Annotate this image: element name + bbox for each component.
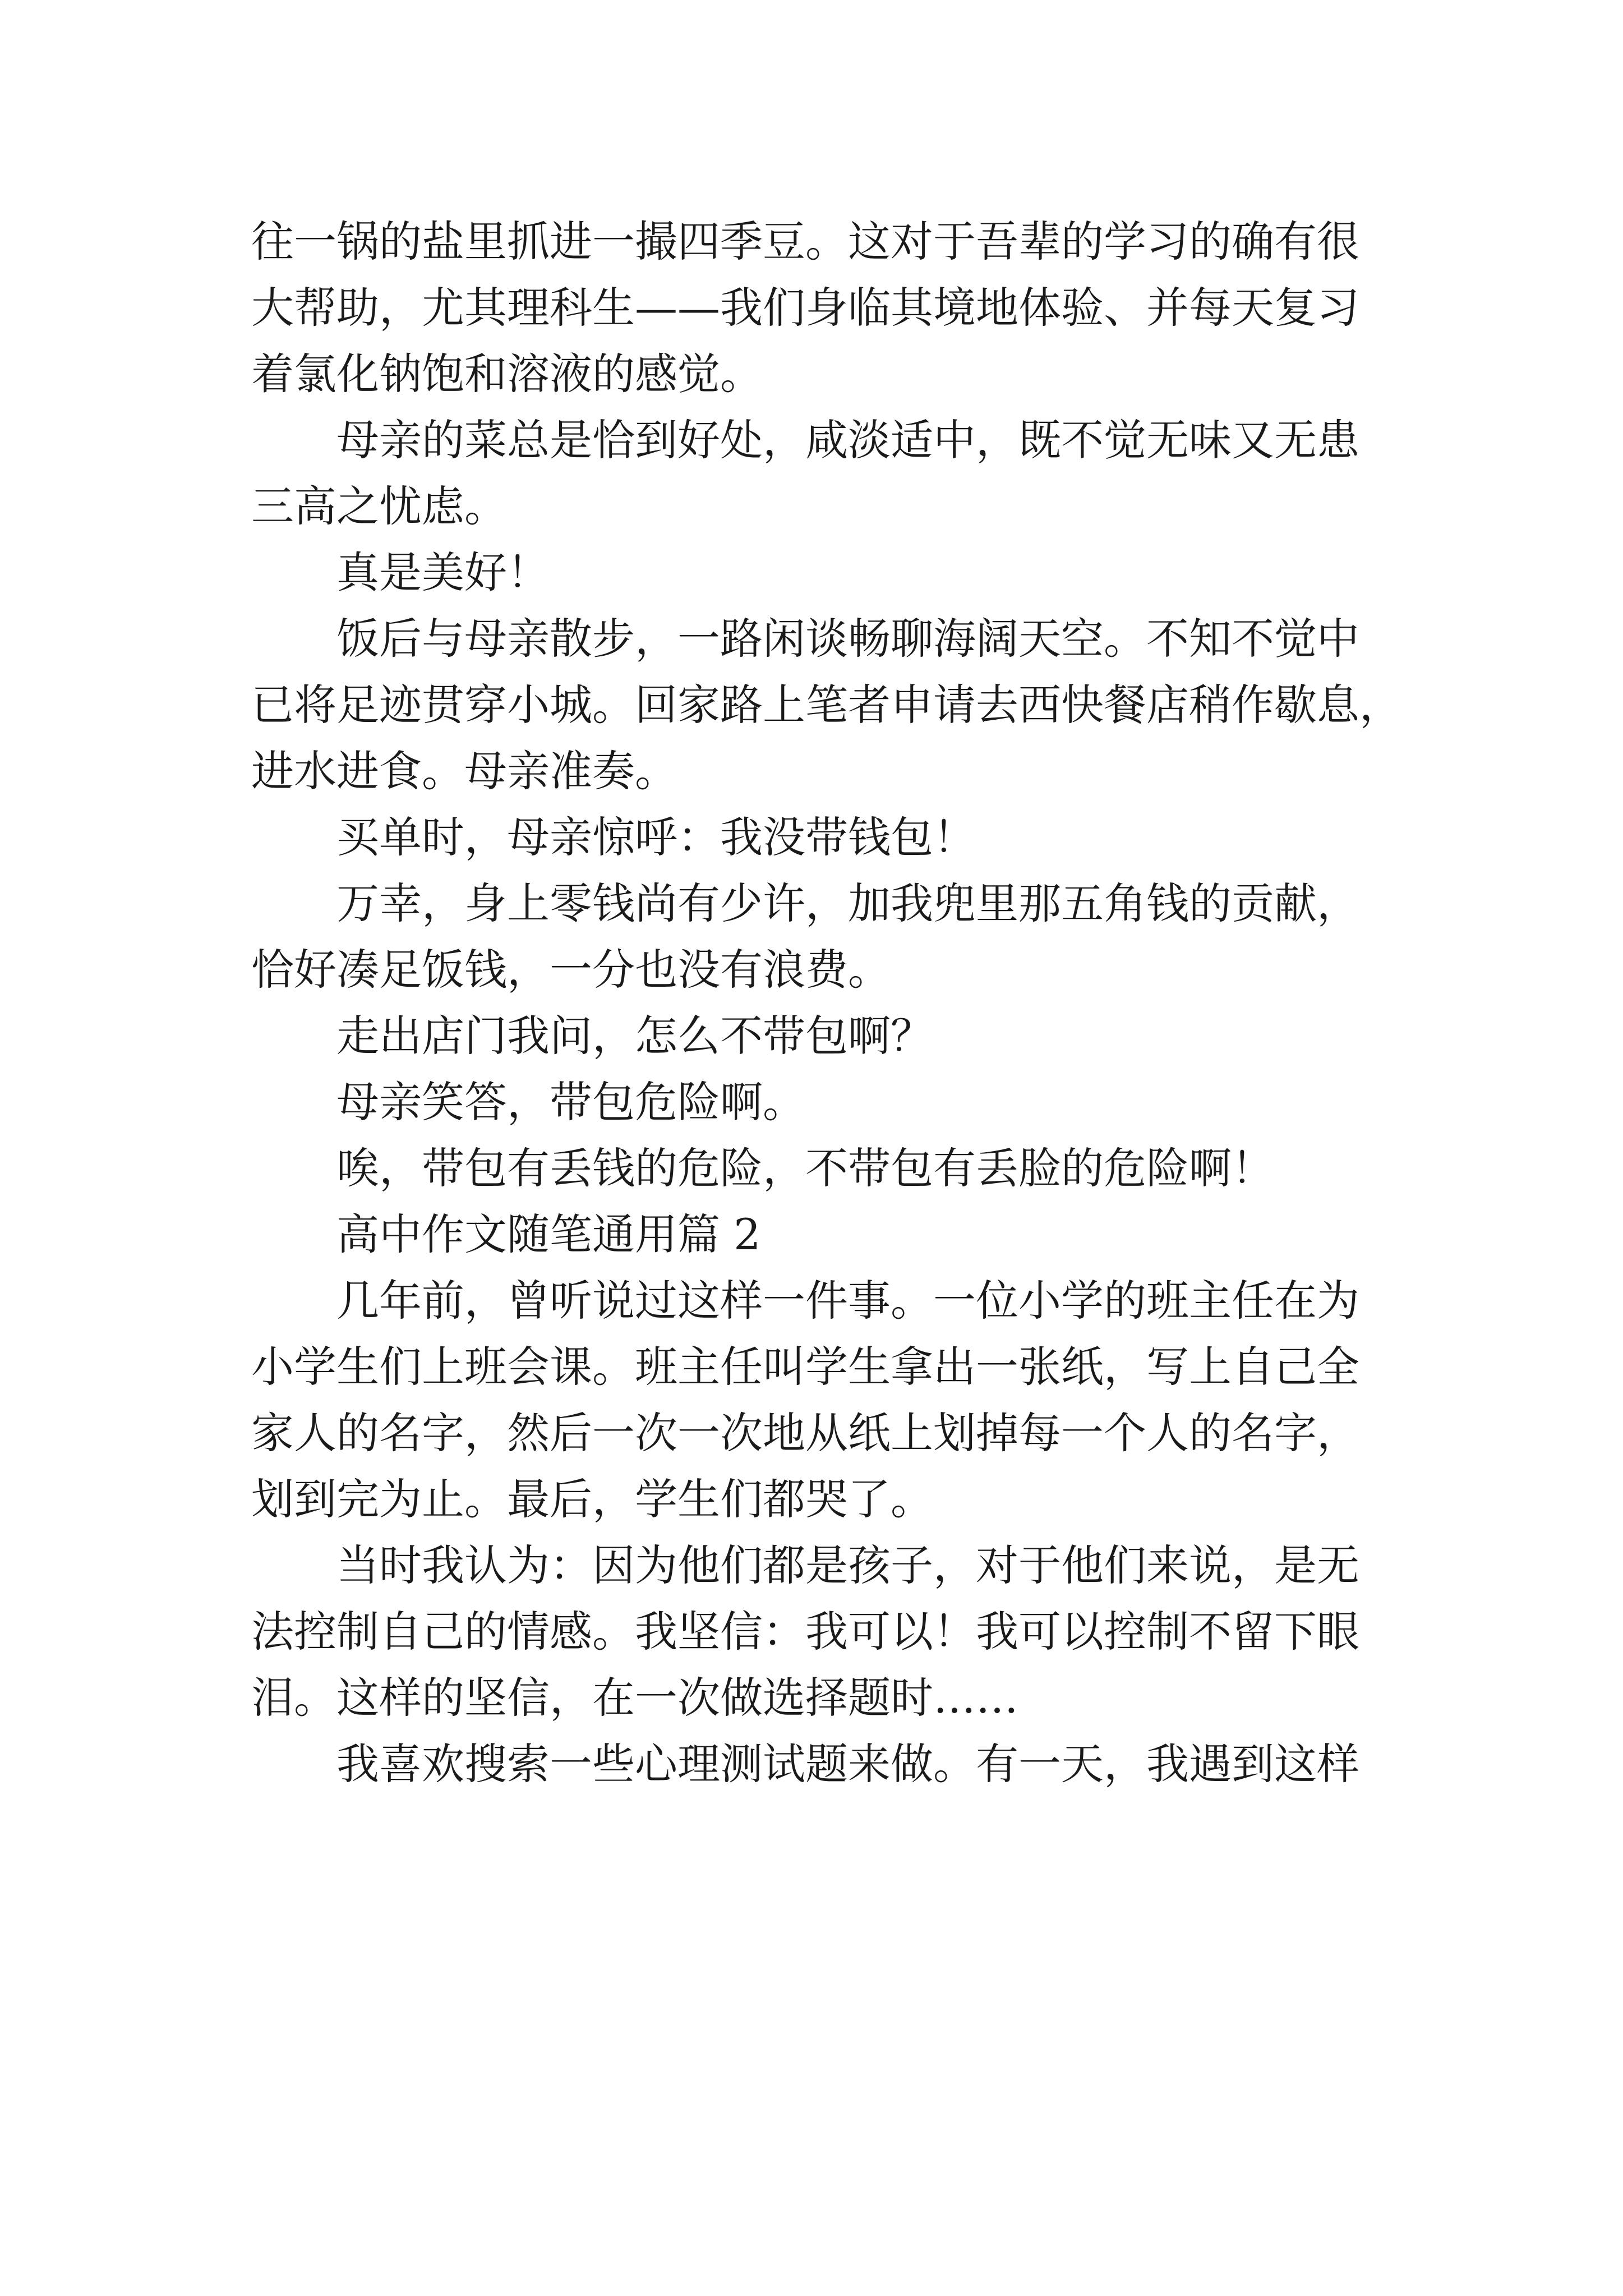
text-line: 家人的名字，然后一次一次地从纸上划掉每一个人的名字， [251, 1408, 1359, 1458]
paragraph-start-line: 万幸，身上零钱尚有少许，加我兜里那五角钱的贡献， [336, 878, 1359, 928]
text-line: 进水进食。母亲准奏。 [251, 746, 677, 796]
text-line: 已将足迹贯穿小城。回家路上笔者申请去西快餐店稍作歇息， [251, 680, 1402, 730]
paragraph-start-line: 唉，带包有丢钱的危险，不带包有丢脸的危险啊！ [336, 1143, 1274, 1193]
paragraph-start-line: 母亲的菜总是恰到好处，咸淡适中，既不觉无味又无患 [336, 415, 1359, 465]
body-text [251, 209, 1402, 1797]
paragraph-start-line: 买单时，母亲惊呼：我没带钱包！ [336, 812, 976, 862]
paragraph-start-line: 饭后与母亲散步，一路闲谈畅聊海阔天空。不知不觉中 [336, 614, 1359, 664]
text-line: 恰好凑足饭钱，一分也没有浪费。 [251, 945, 891, 995]
paragraph-start-line: 几年前，曾听说过这样一件事。一位小学的班主任在为 [336, 1276, 1359, 1326]
text-line: 泪。这样的坚信，在一次做选择题时…… [251, 1673, 1018, 1723]
text-line: 往一锅的盐里抓进一撮四季豆。这对于吾辈的学习的确有很 [251, 217, 1359, 266]
paragraph-start-line: 当时我认为：因为他们都是孩子，对于他们来说，是无 [336, 1540, 1359, 1590]
text-line: 着氯化钠饱和溶液的感觉。 [251, 349, 763, 399]
paragraph-start-line: 母亲笑答，带包危险啊。 [336, 1077, 805, 1127]
text-line: 大帮助，尤其理科生——我们身临其境地体验、并每天复习 [251, 283, 1359, 333]
text-line: 小学生们上班会课。班主任叫学生拿出一张纸，写上自己全 [251, 1342, 1359, 1392]
text-line: 法控制自己的情感。我坚信：我可以！我可以控制不留下眼 [251, 1607, 1359, 1657]
paragraph-start-line: 真是美好！ [336, 547, 550, 597]
section-heading: 高中作文随笔通用篇 2 [336, 1209, 761, 1259]
paragraph-start-line: 我喜欢搜索一些心理测试题来做。有一天，我遇到这样 [336, 1739, 1359, 1789]
text-line: 划到完为止。最后，学生们都哭了。 [251, 1474, 933, 1524]
paragraph-start-line: 走出店门我问，怎么不带包啊？ [336, 1011, 933, 1061]
text-line: 三高之忧虑。 [251, 481, 507, 531]
